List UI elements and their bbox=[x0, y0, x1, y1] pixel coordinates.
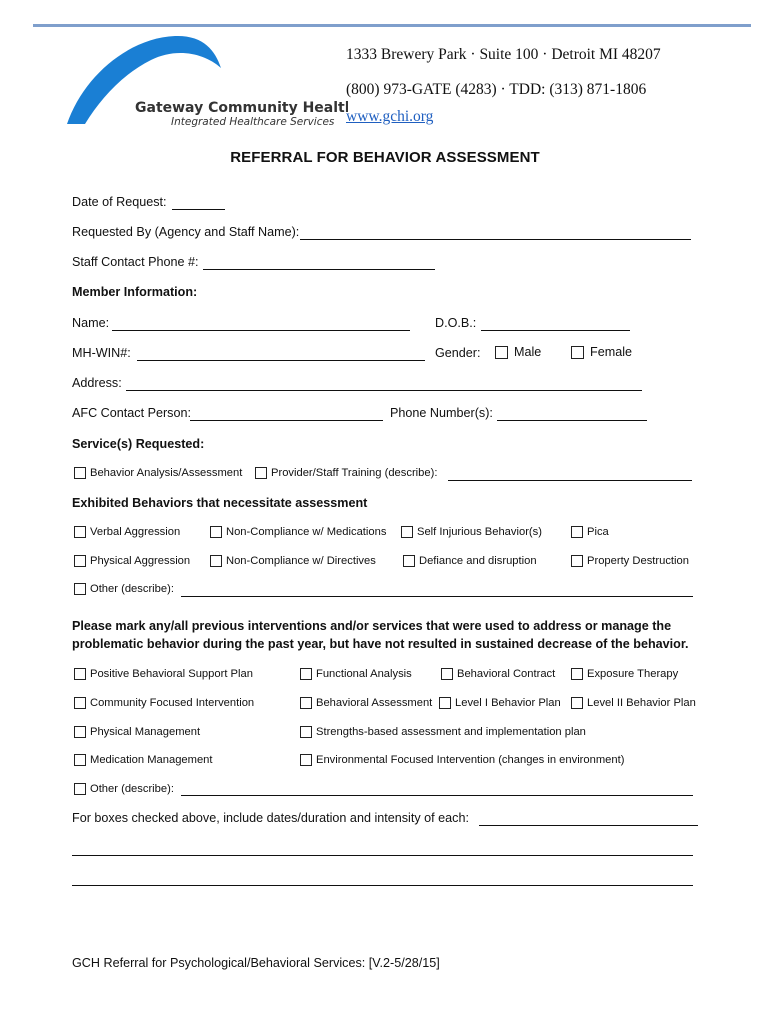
dates-duration-field[interactable] bbox=[479, 825, 698, 826]
checkbox-icon bbox=[74, 526, 86, 538]
level2-plan-label: Level II Behavior Plan bbox=[587, 697, 696, 709]
intervention-other-checkbox[interactable] bbox=[74, 783, 174, 795]
strengths-based-checkbox[interactable] bbox=[300, 726, 586, 738]
checkbox-icon bbox=[74, 783, 86, 795]
gender-female-checkbox[interactable] bbox=[571, 345, 632, 359]
provider-training-label: Provider/Staff Training (describe): bbox=[271, 467, 438, 479]
environmental-focused-label: Environmental Focused Intervention (changes in environment) bbox=[316, 754, 625, 766]
dates-duration-line-3[interactable] bbox=[72, 885, 693, 886]
physical-management-label: Physical Management bbox=[90, 726, 201, 738]
requested-by-field[interactable] bbox=[300, 239, 691, 240]
property-destruction-label: Property Destruction bbox=[587, 555, 689, 567]
checkbox-icon bbox=[210, 555, 222, 567]
date-field[interactable] bbox=[172, 209, 225, 210]
checkbox-icon bbox=[401, 526, 413, 538]
verbal-aggression-label: Verbal Aggression bbox=[90, 526, 181, 538]
provider-training-field[interactable] bbox=[448, 480, 692, 481]
level1-plan-label: Level I Behavior Plan bbox=[455, 697, 561, 709]
checkbox-icon bbox=[441, 668, 453, 680]
intervention-other-label: Other (describe): bbox=[90, 783, 174, 795]
date-label: Date of Request: bbox=[72, 195, 167, 209]
medication-management-label: Medication Management bbox=[90, 754, 213, 766]
member-info-heading: Member Information: bbox=[72, 285, 198, 299]
checkbox-icon bbox=[74, 754, 86, 766]
dob-label: D.O.B.: bbox=[435, 316, 477, 330]
checkbox-icon bbox=[571, 555, 583, 567]
positive-support-checkbox[interactable] bbox=[74, 668, 253, 680]
checkbox-icon bbox=[300, 697, 312, 709]
property-destruction-checkbox[interactable] bbox=[571, 555, 689, 567]
behavior-other-checkbox[interactable] bbox=[74, 583, 174, 595]
intervention-other-field[interactable] bbox=[181, 795, 693, 796]
level1-plan-checkbox[interactable] bbox=[439, 697, 561, 709]
gender-female-label: Female bbox=[590, 345, 632, 359]
footer-version: GCH Referral for Psychological/Behavioral Services: [V.2-5/28/15] bbox=[72, 956, 440, 970]
behavior-other-field[interactable] bbox=[181, 596, 693, 597]
checkbox-icon bbox=[74, 467, 86, 479]
behavior-analysis-checkbox[interactable] bbox=[74, 467, 242, 479]
physical-aggression-checkbox[interactable] bbox=[74, 555, 190, 567]
name-field[interactable] bbox=[112, 330, 410, 331]
address-field[interactable] bbox=[126, 390, 642, 391]
checkbox-icon bbox=[74, 668, 86, 680]
defiance-label: Defiance and disruption bbox=[419, 555, 537, 567]
checkbox-icon bbox=[74, 726, 86, 738]
phone-numbers-label: Phone Number(s): bbox=[390, 406, 493, 420]
community-focused-label: Community Focused Intervention bbox=[90, 697, 255, 709]
afc-field[interactable] bbox=[190, 420, 383, 421]
environmental-focused-checkbox[interactable] bbox=[300, 754, 624, 766]
exposure-therapy-checkbox[interactable] bbox=[571, 668, 678, 680]
checkbox-icon bbox=[74, 555, 86, 567]
checkbox-icon bbox=[255, 467, 267, 479]
checkbox-icon bbox=[571, 526, 583, 538]
requested-by-label: Requested By (Agency and Staff Name): bbox=[72, 225, 300, 239]
dob-field[interactable] bbox=[481, 330, 630, 331]
behavioral-contract-checkbox[interactable] bbox=[441, 668, 555, 680]
checkbox-icon bbox=[74, 697, 86, 709]
checkbox-icon bbox=[403, 555, 415, 567]
functional-analysis-label: Functional Analysis bbox=[316, 668, 412, 680]
page-title: REFERRAL FOR BEHAVIOR ASSESSMENT bbox=[230, 149, 540, 166]
afc-label: AFC Contact Person: bbox=[72, 406, 191, 420]
checkbox-icon bbox=[74, 583, 86, 595]
name-label: Name: bbox=[72, 316, 110, 330]
behavior-analysis-label: Behavior Analysis/Assessment bbox=[90, 467, 243, 479]
provider-training-checkbox[interactable] bbox=[255, 467, 437, 479]
noncompliance-meds-checkbox[interactable] bbox=[210, 526, 386, 538]
checkbox-icon bbox=[300, 668, 312, 680]
checkbox-icon bbox=[571, 346, 584, 359]
self-injurious-label: Self Injurious Behavior(s) bbox=[417, 526, 542, 538]
checkbox-icon bbox=[210, 526, 222, 538]
noncompliance-meds-label: Non-Compliance w/ Medications bbox=[226, 526, 387, 538]
website-link[interactable]: www.gchi.org bbox=[346, 108, 434, 125]
mhwin-field[interactable] bbox=[137, 360, 425, 361]
checkbox-icon bbox=[571, 697, 583, 709]
staff-phone-label: Staff Contact Phone #: bbox=[72, 255, 199, 269]
behaviors-heading: Exhibited Behaviors that necessitate assessment bbox=[72, 496, 368, 510]
checkbox-icon bbox=[571, 668, 583, 680]
functional-analysis-checkbox[interactable] bbox=[300, 668, 412, 680]
gateway-logo bbox=[63, 32, 348, 130]
checkbox-icon bbox=[495, 346, 508, 359]
community-focused-checkbox[interactable] bbox=[74, 697, 254, 709]
pica-checkbox[interactable] bbox=[571, 526, 609, 538]
phone-line: (800) 973-GATE (4283) · TDD: (313) 871-1806 bbox=[346, 81, 647, 98]
mhwin-label: MH-WIN#: bbox=[72, 346, 131, 360]
dates-duration-line-2[interactable] bbox=[72, 855, 693, 856]
behavioral-contract-label: Behavioral Contract bbox=[457, 668, 556, 680]
behavioral-assessment-label: Behavioral Assessment bbox=[316, 697, 433, 709]
medication-management-checkbox[interactable] bbox=[74, 754, 213, 766]
noncompliance-directives-checkbox[interactable] bbox=[210, 555, 376, 567]
gender-male-checkbox[interactable] bbox=[495, 345, 541, 359]
verbal-aggression-checkbox[interactable] bbox=[74, 526, 180, 538]
interventions-instructions: Please mark any/all previous interventions and/or services that were used to address or manage the problematic behavior during the past year, but have not resulted in sustained decrease of the behavior. bbox=[72, 619, 689, 651]
swoosh-logo-icon bbox=[63, 32, 348, 130]
self-injurious-checkbox[interactable] bbox=[401, 526, 542, 538]
checkbox-icon bbox=[300, 754, 312, 766]
address-label: Address: bbox=[72, 376, 122, 390]
positive-support-label: Positive Behavioral Support Plan bbox=[90, 668, 253, 680]
defiance-checkbox[interactable] bbox=[403, 555, 537, 567]
noncompliance-directives-label: Non-Compliance w/ Directives bbox=[226, 555, 376, 567]
gender-male-label: Male bbox=[514, 345, 542, 359]
gender-label: Gender: bbox=[435, 346, 481, 360]
address-line: 1333 Brewery Park · Suite 100 · Detroit MI 48207 bbox=[346, 46, 661, 63]
behavior-other-label: Other (describe): bbox=[90, 583, 174, 595]
org-tagline: Integrated Healthcare Services bbox=[171, 116, 335, 128]
physical-management-checkbox[interactable] bbox=[74, 726, 200, 738]
org-name: Gateway Community Health bbox=[135, 100, 348, 116]
staff-phone-field[interactable] bbox=[203, 269, 435, 270]
pica-label: Pica bbox=[587, 526, 609, 538]
strengths-based-label: Strengths-based assessment and implementation plan bbox=[316, 726, 586, 738]
services-heading: Service(s) Requested: bbox=[72, 437, 205, 451]
checkbox-icon bbox=[439, 697, 451, 709]
header-rule bbox=[33, 24, 751, 27]
exposure-therapy-label: Exposure Therapy bbox=[587, 668, 679, 680]
phone-numbers-field[interactable] bbox=[497, 420, 647, 421]
behavioral-assessment-checkbox[interactable] bbox=[300, 697, 432, 709]
dates-duration-label: For boxes checked above, include dates/duration and intensity of each: bbox=[72, 811, 469, 825]
checkbox-icon bbox=[300, 726, 312, 738]
level2-plan-checkbox[interactable] bbox=[571, 697, 696, 709]
physical-aggression-label: Physical Aggression bbox=[90, 555, 191, 567]
